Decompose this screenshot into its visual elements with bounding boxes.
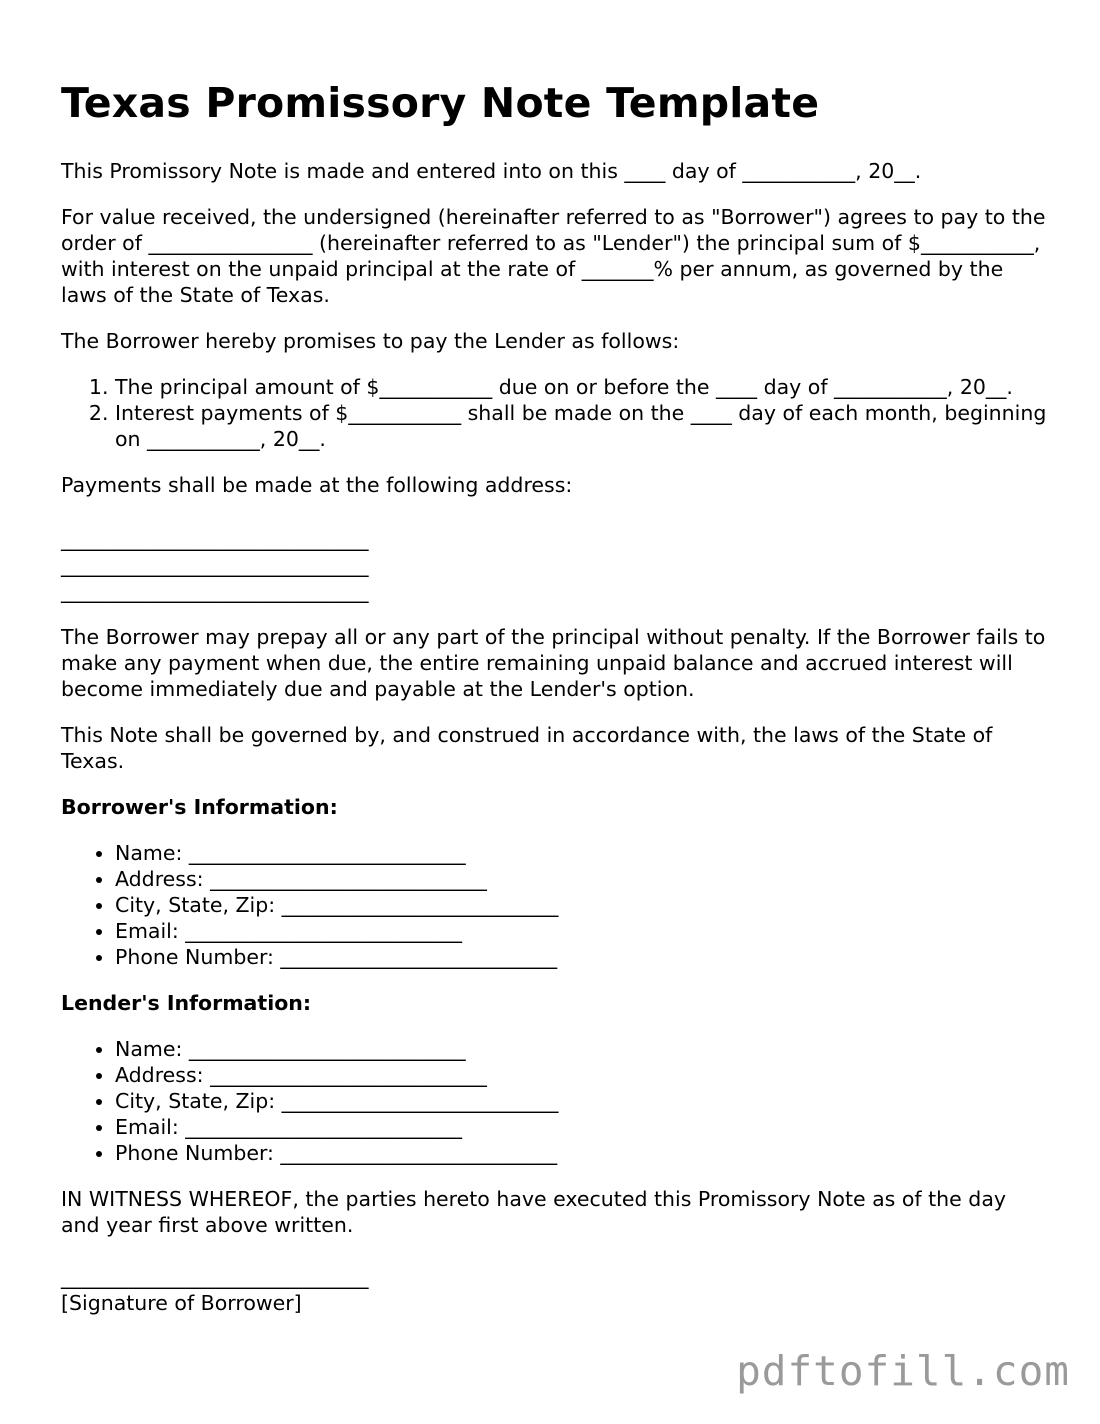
signature-line: ______________________________ — [61, 1265, 369, 1289]
payment-terms-list — [61, 374, 1051, 452]
watermark-text: pdftofill.com — [736, 1347, 1070, 1395]
address-line: ______________________________ — [61, 527, 369, 551]
lender-fields-list — [61, 1036, 1051, 1166]
borrower-city-state-zip-field: • City, State, Zip: ___________________________ — [115, 892, 1051, 918]
payment-term-item: 2. Interest payments of $___________ shall be made on the ____ day of each month, beginning on ___________, 20__. — [115, 400, 1051, 452]
promise-intro-paragraph: The Borrower hereby promises to pay the Lender as follows: — [61, 329, 680, 353]
lender-city-state-zip-field: • City, State, Zip: ___________________________ — [115, 1088, 1051, 1114]
borrower-signature-block — [61, 1264, 1051, 1316]
address-intro-paragraph: Payments shall be made at the following address: — [61, 473, 573, 497]
address-line: ______________________________ — [61, 553, 369, 577]
lender-email-field: • Email: ___________________________ — [115, 1114, 1051, 1140]
document-title: Texas Promissory Note Template — [61, 79, 820, 127]
value-clause-paragraph: For value received, the undersigned (hereinafter referred to as "Borrower") agrees to pay to the order of ________________ (hereinafter referred to as "Lender") the principal sum of $___________, with interest on the unpaid principal at the rate of _______% per annum, as governed by the laws of the State of Texas. — [61, 205, 1046, 307]
witness-clause-paragraph: IN WITNESS WHEREOF, the parties hereto have executed this Promissory Note as of the day and year first above written. — [61, 1187, 1007, 1237]
borrower-email-field: • Email: ___________________________ — [115, 918, 1051, 944]
borrower-info-heading: Borrower's Information: — [61, 795, 338, 819]
lender-info-heading: Lender's Information: — [61, 991, 312, 1015]
prepay-clause-paragraph: The Borrower may prepay all or any part of the principal without penalty. If the Borrower fails to make any payment when due, the entire remaining unpaid balance and accrued interest will become immediately due and payable at the Lender's option. — [61, 625, 1046, 701]
signature-label: [Signature of Borrower] — [61, 1291, 302, 1315]
governing-law-paragraph: This Note shall be governed by, and construed in accordance with, the laws of the State of Texas. — [61, 723, 993, 773]
lender-address-field: • Address: ___________________________ — [115, 1062, 1051, 1088]
borrower-address-field: • Address: ___________________________ — [115, 866, 1051, 892]
document-page — [61, 78, 1051, 1316]
payment-term-item: 1. The principal amount of $___________ due on or before the ____ day of ___________, 20__. — [115, 374, 1051, 400]
lender-phone-field: • Phone Number: ___________________________ — [115, 1140, 1051, 1166]
address-line: ______________________________ — [61, 579, 369, 603]
borrower-phone-field: • Phone Number: ___________________________ — [115, 944, 1051, 970]
borrower-name-field: • Name: ___________________________ — [115, 840, 1051, 866]
intro-paragraph: This Promissory Note is made and entered into on this ____ day of ___________, 20__. — [61, 159, 922, 183]
borrower-fields-list — [61, 840, 1051, 970]
address-blank-lines — [61, 526, 1051, 604]
lender-name-field: • Name: ___________________________ — [115, 1036, 1051, 1062]
